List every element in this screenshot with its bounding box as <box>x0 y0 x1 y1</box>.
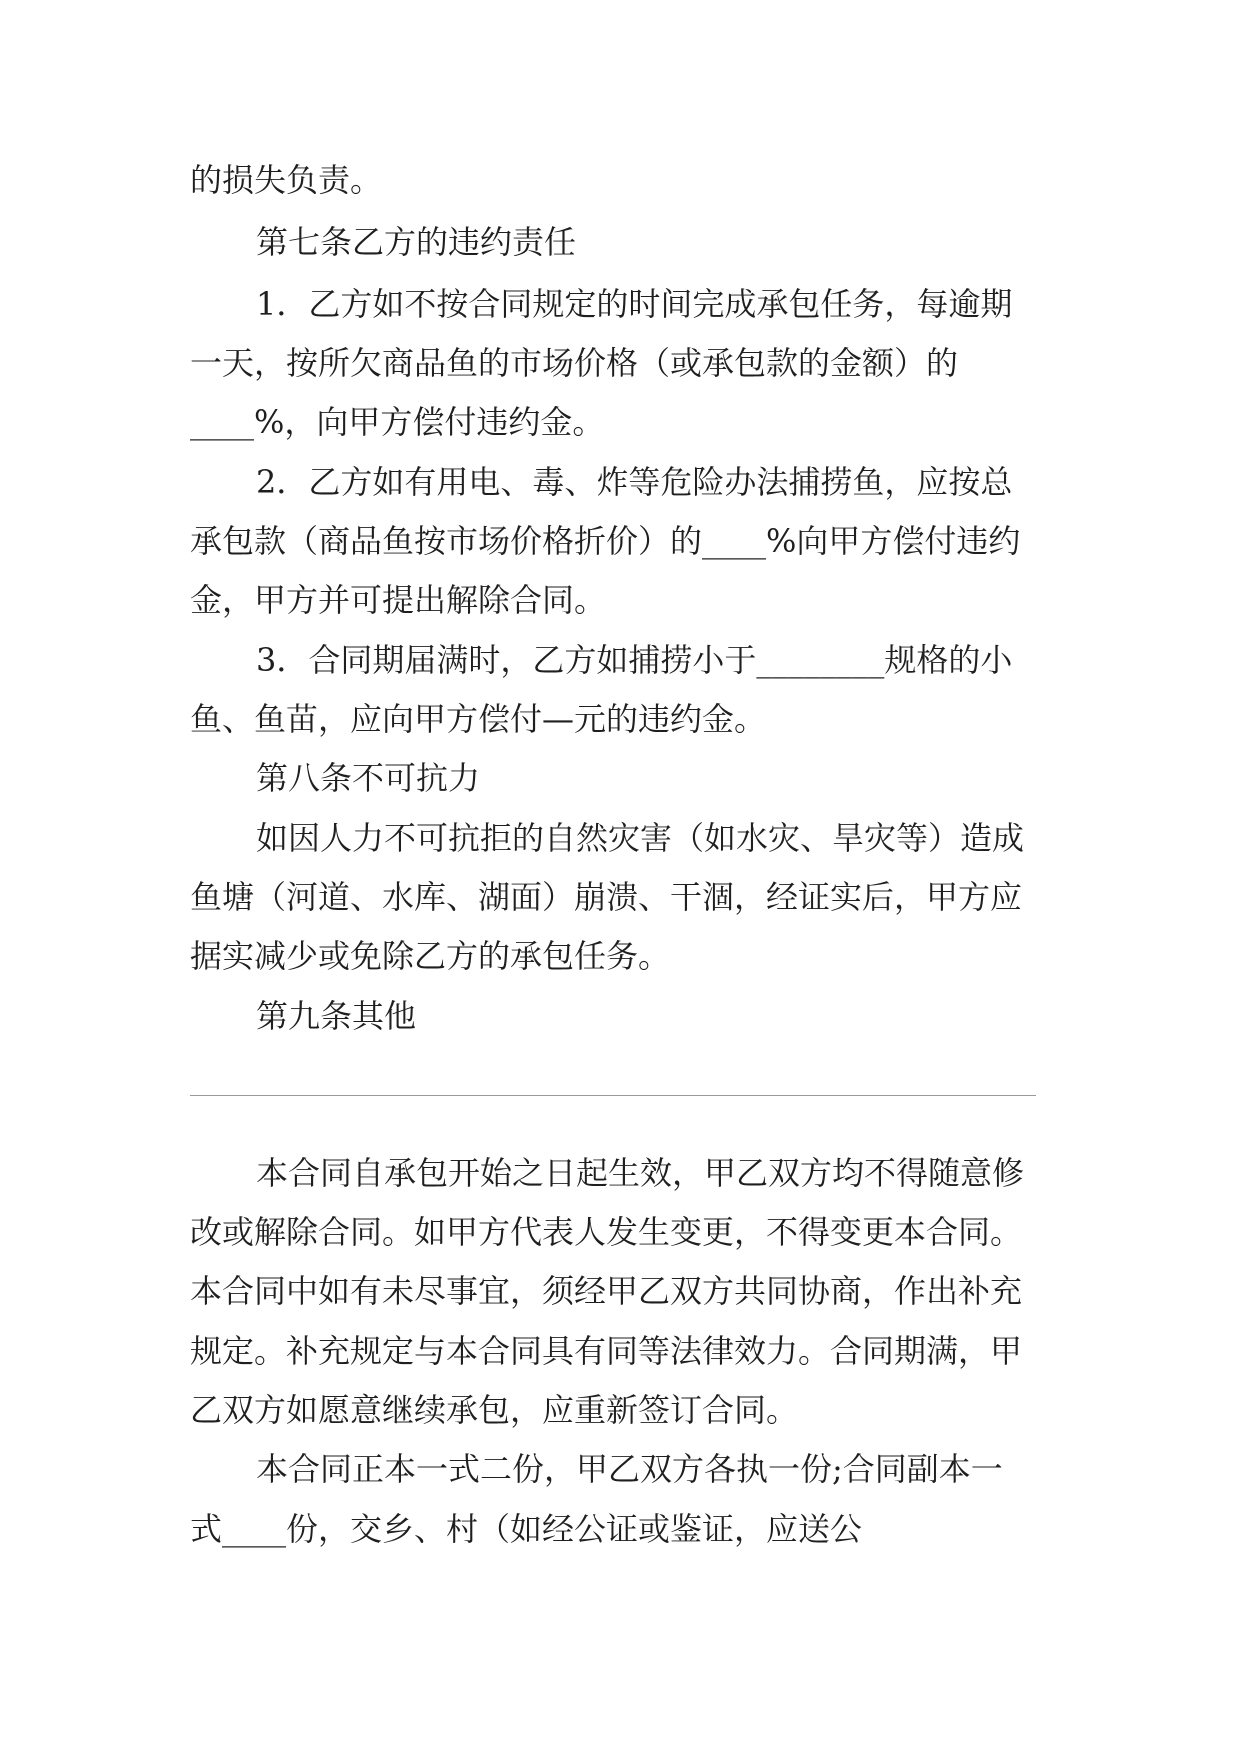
copies-paragraph-line-1: 本合同正本一式二份，甲乙双方各执一份;合同副本一 <box>256 1450 1003 1488</box>
article-7-clause-3-line-2: 鱼、鱼苗，应向甲方偿付—元的违约金。 <box>190 700 767 738</box>
article-9-heading: 第九条其他 <box>256 997 417 1035</box>
text-line-loss-responsibility: 的损失负责。 <box>190 161 383 199</box>
article-7-heading: 第七条乙方的违约责任 <box>256 223 577 261</box>
article-7-clause-3-line-1: 3．合同期届满时，乙方如捕捞小于________规格的小 <box>256 641 1013 679</box>
article-7-clause-2-line-3: 金，甲方并可提出解除合同。 <box>190 581 607 619</box>
article-8-heading: 第八条不可抗力 <box>256 759 481 797</box>
article-7-clause-2-line-1: 2．乙方如有用电、毒、炸等危险办法捕捞鱼，应按总 <box>256 463 1013 501</box>
article-9-body-line-2: 改或解除合同。如甲方代表人发生变更，不得变更本合同。 <box>190 1213 1023 1251</box>
article-9-body-line-1: 本合同自承包开始之日起生效，甲乙双方均不得随意修 <box>256 1154 1025 1192</box>
copies-paragraph-line-2: 式____份，交乡、村（如经公证或鉴证，应送公 <box>190 1510 863 1548</box>
section-divider-rule <box>190 1095 1036 1096</box>
article-7-clause-1-line-2: 一天，按所欠商品鱼的市场价格（或承包款的金额）的 <box>190 344 959 382</box>
article-9-body-line-5: 乙双方如愿意继续承包，应重新签订合同。 <box>190 1391 799 1429</box>
article-8-body-line-2: 鱼塘（河道、水库、湖面）崩溃、干涸，经证实后，甲方应 <box>190 878 1023 916</box>
article-7-clause-2-line-2: 承包款（商品鱼按市场价格折价）的____%向甲方偿付违约 <box>190 522 1021 560</box>
article-8-body-line-1: 如因人力不可抗拒的自然灾害（如水灾、旱灾等）造成 <box>256 819 1025 857</box>
article-8-body-line-3: 据实减少或免除乙方的承包任务。 <box>190 937 671 975</box>
article-9-body-line-4: 规定。补充规定与本合同具有同等法律效力。合同期满，甲 <box>190 1332 1023 1370</box>
article-7-clause-1-line-1: 1．乙方如不按合同规定的时间完成承包任务，每逾期 <box>256 285 1013 323</box>
article-9-body-line-3: 本合同中如有未尽事宜，须经甲乙双方共同协商，作出补充 <box>190 1272 1023 1310</box>
article-7-clause-1-line-3: ____%，向甲方偿付违约金。 <box>190 403 605 441</box>
